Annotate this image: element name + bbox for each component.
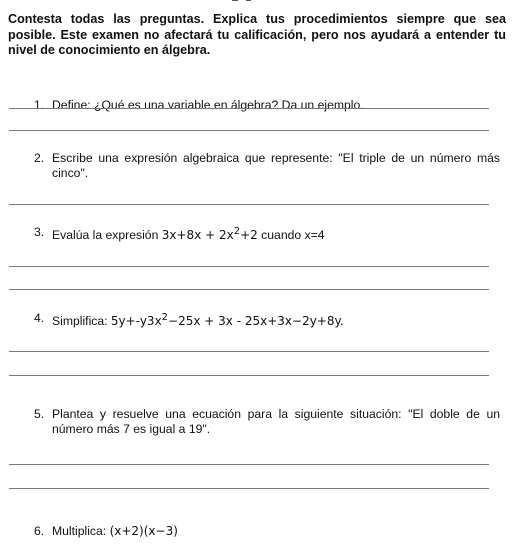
answer-line[interactable]: [9, 204, 489, 205]
cropped-text-fragment: [232, 0, 252, 2]
question-text: Simplifica: $5y+-y3x^2-25x + 3x - 25x+3x-2y+8y$.: [52, 312, 344, 328]
answer-line[interactable]: [9, 289, 489, 290]
question-6: [34, 524, 500, 539]
math-expression: $5y+-y3x^2-25x + 3x - 25x+3x-2y+8y$.: [110, 312, 344, 328]
question-number: 2.: [34, 151, 45, 165]
question-text: Multiplica: (x+2)(x−3): [52, 524, 178, 538]
answer-line[interactable]: [9, 488, 489, 489]
answer-line[interactable]: [9, 375, 489, 376]
math-expression: (x+2)(x−3): [109, 524, 178, 538]
question-number: 6.: [34, 524, 45, 538]
question-text: Evalúa la expresión $3x+8x + 2x^2+2$ cuando x=4: [52, 226, 325, 242]
question-1: [34, 98, 500, 113]
question-4: [34, 311, 500, 329]
answer-line[interactable]: [9, 130, 489, 131]
answer-line[interactable]: [9, 464, 489, 465]
instructions: Contesta todas las preguntas. Explica tus procedimientos siempre que sea posible. Este examen no afectará tu calificación, pero nos ayudará a entender tu nivel de conocimiento en álgebra.: [8, 12, 506, 57]
question-3: [34, 225, 500, 243]
answer-line[interactable]: [9, 351, 489, 352]
question-2: [34, 151, 500, 180]
math-expression: $3x+8x + 2x^2+2$: [161, 226, 258, 242]
answer-line[interactable]: [9, 108, 489, 109]
question-number: 5.: [34, 407, 45, 421]
question-text: Define: ¿Qué es una variable en álgebra? Da un ejemplo.: [52, 98, 364, 112]
answer-line[interactable]: [9, 266, 489, 267]
question-number: 3.: [34, 225, 45, 239]
question-number: 4.: [34, 311, 45, 325]
question-number: 1.: [34, 98, 45, 112]
question-text: Plantea y resuelve una ecuación para la siguiente situación: "El doble de un número más 7 es igual a 19".: [52, 407, 500, 436]
question-text: Escribe una expresión algebraica que represente: "El triple de un número más cinco".: [52, 151, 500, 180]
question-5: [34, 407, 500, 436]
